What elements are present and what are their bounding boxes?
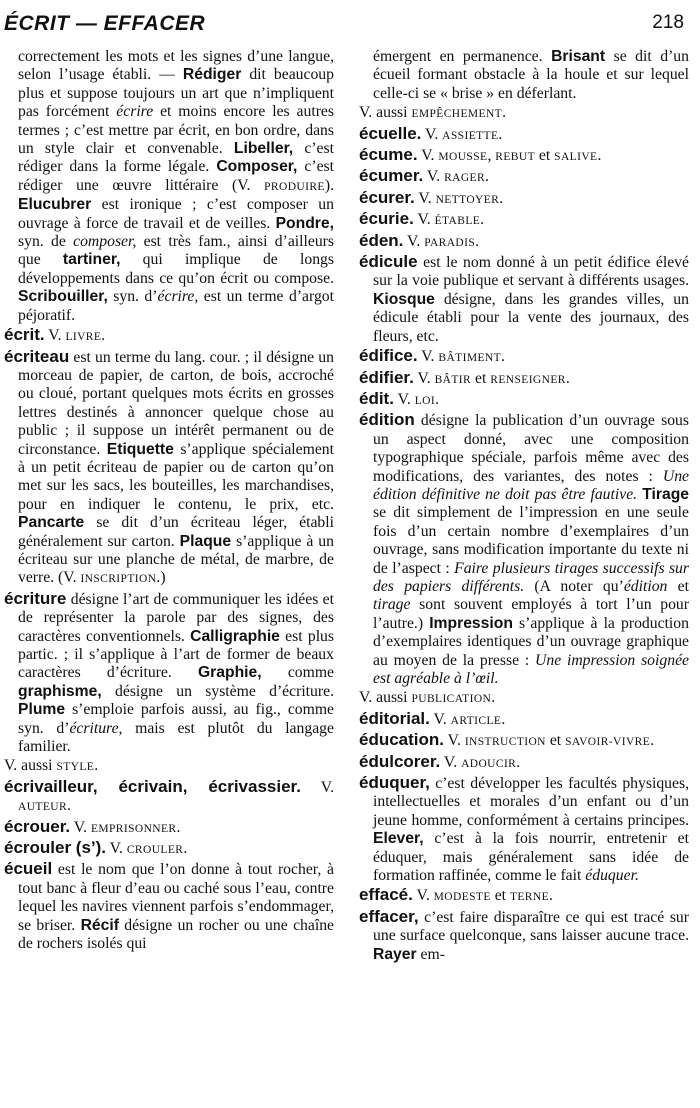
entry-text: c’est développer les facultés physiques, intellectuelles et morales d’un enfant ou d’un jeune homme, conformément à certains principes. <box>373 775 689 829</box>
entry-text: est le nom que l’on donne à tout rocher, à tout banc à fleur d’eau ou caché sous l’eau, contre lequel les navires viennent parfois s’endommager, se briser. <box>18 861 334 934</box>
entry-text: . <box>501 710 506 728</box>
entry-text: . <box>597 147 602 165</box>
headword: écriture <box>4 588 67 608</box>
cross-reference: REBUT <box>495 151 535 164</box>
dictionary-entry <box>359 347 689 367</box>
entry-text: correctement les mots et les signes d’une langue, selon l’usage établi. — <box>18 48 334 84</box>
dictionary-entry <box>359 774 689 885</box>
synonym-term: Graphie, <box>197 664 262 682</box>
dictionary-entry <box>359 369 689 389</box>
entry-text: . <box>498 125 503 143</box>
entry-text: V. <box>300 778 334 796</box>
cross-reference: EMPRISONNER <box>90 822 177 835</box>
synonym-term: Elucubrer <box>18 196 92 214</box>
cross-reference: SALIVE <box>554 151 598 164</box>
entry-text: . <box>491 689 496 707</box>
synonym-term: Tirage <box>642 485 690 503</box>
cross-reference: SAVOIR-VIVRE <box>565 736 651 749</box>
entry-text: désigne la publication d’un ouvrage sous un aspect donné, avec une composition typographique spéciale, parfois même avec des modifications, des variantes, des notes : <box>373 412 689 485</box>
headword: éditorial. <box>359 708 430 728</box>
see-also-line <box>359 104 689 123</box>
headword: éden. <box>359 230 404 250</box>
dictionary-entry <box>4 590 334 757</box>
entry-text: V. <box>403 232 425 250</box>
headword: écrivailleur, écrivain, écrivassier. <box>4 776 301 796</box>
entry-text: V. <box>413 211 435 229</box>
headword: effacé. <box>359 885 413 905</box>
synonym-term: Scribouiller, <box>18 288 108 306</box>
cross-reference: LIVRE <box>65 331 102 344</box>
entry-text: se dit d’un écueil formant obstacle à la houle et sur lequel celle-ci se « brise » en déferlant. <box>373 48 689 102</box>
entry-text: V. <box>444 732 465 750</box>
cross-reference: PUBLICATION <box>411 693 492 706</box>
entry-text: V. <box>393 390 415 408</box>
entry-text: em- <box>416 945 445 963</box>
headword: effacer, <box>359 906 419 926</box>
entry-text: est plus partic. ; il s’applique à l’art de former de beaux caractères d’écriture. <box>18 627 334 682</box>
entry-text: , <box>487 147 496 165</box>
entry-text: . <box>485 168 489 186</box>
synonym-term: Impression <box>429 614 513 632</box>
synonym-term: graphisme, <box>18 682 102 700</box>
entry-text: c’est faire disparaître ce qui est tracé sur une surface quelconque, sans laisser aucune trace. <box>373 908 689 945</box>
italic-text: édition <box>623 577 668 595</box>
see-also-line <box>359 689 689 708</box>
entry-text: . <box>502 104 507 122</box>
cross-reference: STYLE <box>56 761 95 774</box>
dictionary-entry <box>359 167 689 187</box>
synonym-term: Plaque <box>179 532 232 550</box>
dictionary-entry <box>359 125 689 145</box>
dictionary-entry <box>359 146 689 166</box>
cross-reference: CROULER <box>126 844 184 857</box>
see-also-line <box>4 757 334 776</box>
synonym-term: Plume <box>18 701 66 719</box>
synonym-term: Récif <box>80 916 119 934</box>
entry-continuation <box>359 48 689 103</box>
entry-text: se dit d’un écriteau léger, établi généralement sur carton. <box>18 514 334 550</box>
entry-text: . <box>67 797 71 815</box>
entry-text: V. <box>423 168 445 186</box>
entry-text: V. <box>44 327 66 345</box>
headword: écrouer. <box>4 816 71 836</box>
cross-reference: TERNE <box>509 891 550 904</box>
headword: éduquer, <box>359 773 430 793</box>
entry-text: . <box>549 887 553 905</box>
cross-reference: LOI <box>414 394 436 407</box>
entry-text: et <box>471 369 491 387</box>
synonym-term: Rédiger <box>182 66 242 84</box>
entry-text: et <box>535 147 555 165</box>
entry-text: . <box>516 753 521 771</box>
cross-reference: ÉTABLE <box>434 215 481 228</box>
italic-text: éduquer. <box>585 867 639 885</box>
entry-text: se dit simplement de l’impression en une seule fois d’un certain nombre d’exemplaires d’un ouvrage, sans modification importante du texte ni de l’aspect : <box>373 504 689 577</box>
synonym-term: Libeller, <box>233 140 294 158</box>
headword: écriteau <box>4 346 70 366</box>
entry-text: V. <box>413 369 435 387</box>
entry-text: dit beaucoup plus et suppose toujours un art que n’impliquent pas forcément <box>18 66 334 121</box>
cross-reference: INSTRUCTION <box>464 736 546 749</box>
entry-text: s’applique à la production d’exemplaires identiques d’un ouvrage graphique au moyen de la presse : <box>373 614 689 669</box>
entry-text: qui implique de longs développements dans ce qu’on écrit ou compose. <box>18 251 334 287</box>
headword: édit. <box>359 388 394 408</box>
entry-text: . <box>499 189 504 207</box>
headword: édicule <box>359 252 418 272</box>
cross-reference: ADOUCIR <box>461 757 517 770</box>
synonym-term: Etiquette <box>106 440 174 458</box>
entry-text: c’est à la fois nourrir, entretenir et éduquer, mais généralement sans idée de formation raffinée, comme le fait <box>373 830 689 885</box>
entry-text: V. aussi <box>359 689 412 707</box>
headword: écrit. <box>4 325 45 345</box>
headword: éducation. <box>359 730 445 750</box>
cross-reference: PARADIS <box>424 236 476 249</box>
headword: écume. <box>359 145 418 165</box>
entry-text: c’est rédiger une œuvre littéraire (V. <box>18 158 334 194</box>
cross-reference: ARTICLE <box>450 714 502 727</box>
entry-text: désigne un rocher ou une chaîne de rochers isolés qui <box>18 916 335 953</box>
headword: édifice. <box>359 346 418 366</box>
entry-text: désigne un système d’écriture. <box>101 682 334 700</box>
entry-text: s’applique spécialement à un petit écriteau de papier ou de carton qu’on met sur les sacs, les bouteilles, les marchandises, pour en indiquer le contenu, le prix, etc. <box>18 440 334 513</box>
entry-text: mais est plutôt du langage familier. <box>18 719 334 756</box>
dictionary-entry <box>4 818 334 838</box>
entry-text: s’emploie parfois aussi, au fig., comme syn. d’ <box>18 701 334 737</box>
dictionary-entry <box>4 839 334 859</box>
entry-text: (A noter qu’ <box>524 577 624 595</box>
entry-text: V. <box>421 125 443 143</box>
dictionary-entry <box>359 390 689 410</box>
entry-continuation <box>4 48 334 325</box>
running-header <box>4 12 684 40</box>
entry-text: . <box>650 732 655 750</box>
headword: édition <box>359 410 415 430</box>
dictionary-entry <box>359 253 689 346</box>
entry-text: et <box>667 577 689 595</box>
headword: écurer. <box>359 187 415 207</box>
headword: écurie. <box>359 209 414 229</box>
entry-text: . <box>565 369 570 387</box>
dictionary-entry <box>359 232 689 252</box>
dictionary-entry <box>359 753 689 773</box>
headword: édulcorer. <box>359 751 441 771</box>
headword: écumer. <box>359 166 424 186</box>
entry-text: V. aussi <box>4 757 57 775</box>
cross-reference: ASSIETTE <box>442 129 499 142</box>
synonym-term: Rayer <box>373 945 417 963</box>
dictionary-entry <box>359 731 689 751</box>
entry-text: s’applique à un écriteau sur une planche de métal, de marbre, de verre. (V. <box>18 532 334 587</box>
entry-text: et moins encore les autres termes ; c’est mettre par écrit, en bon ordre, dans un style clair et convenable. <box>18 103 335 158</box>
dictionary-entry <box>359 210 689 230</box>
entry-text: V. <box>106 840 127 858</box>
italic-text: Une impression soignée est agréable à l’œil. <box>373 651 689 687</box>
entry-text: . <box>480 211 485 229</box>
entry-text: est le nom donné à un petit édifice élevé sur la voie publique et servant à différents usages. <box>373 254 689 290</box>
headword: écueil <box>4 859 53 879</box>
dictionary-entry <box>4 778 334 817</box>
cross-reference: PRODUIRE <box>264 180 325 193</box>
entry-text: . <box>183 840 188 858</box>
entry-text: syn. de <box>18 233 74 251</box>
dictionary-entry <box>359 411 689 688</box>
synonym-term: Pancarte <box>18 514 85 532</box>
entry-text: désigne, dans les grandes villes, un édicule établi pour la vente des journaux, des fleurs, etc. <box>373 290 689 345</box>
dictionary-entry <box>4 326 334 346</box>
entry-text: V. <box>70 818 91 836</box>
entry-text: V. <box>412 887 434 905</box>
italic-text: écriture, <box>69 719 123 737</box>
synonym-term: Composer, <box>216 158 298 176</box>
entry-text: sont souvent employés à tort l’un pour l’autre.) <box>373 596 689 632</box>
left-column <box>4 48 334 955</box>
dictionary-entry <box>359 189 689 209</box>
entry-text: désigne l’art de communiquer les idées et de représenter la parole par des signes, des caractères conventionnels. <box>18 590 334 645</box>
entry-text: . <box>475 232 480 250</box>
italic-text: écrire <box>116 103 154 121</box>
entry-text: comme <box>261 664 334 682</box>
entry-text: c’est rédiger dans la forme légale. <box>18 140 334 176</box>
synonym-term: Calligraphie <box>190 627 280 645</box>
headword: écrouler (s’). <box>4 838 107 858</box>
entry-text: . <box>501 348 505 366</box>
entry-text: est très fam., ainsi d’ailleurs que <box>18 233 334 269</box>
cross-reference: BÂTIMENT <box>438 352 501 365</box>
italic-text: Faire plusieurs tirages successifs sur des papiers différents. <box>373 559 689 595</box>
dictionary-entry <box>359 908 689 964</box>
cross-reference: NETTOYER <box>435 193 500 206</box>
entry-text: est un terme d’argot péjoratif. <box>18 288 334 324</box>
italic-text: écrire, <box>157 288 199 306</box>
synonym-term: Kiosque <box>373 290 435 308</box>
entry-text: V. aussi <box>359 104 412 122</box>
cross-reference: MOUSSE <box>438 151 488 164</box>
entry-text: et <box>490 887 510 905</box>
entry-text: est un terme du lang. cour. ; il désigne un morceau de papier, de carton, de bois, accroché ou cloué, portant quelques mots écrits en grosses lettres destinés à annoncer quelque chose au public ; il suppose un intérêt permanent ou de circonstance. <box>18 348 334 458</box>
italic-text: composer, <box>73 233 137 251</box>
entry-text: V. <box>414 189 436 207</box>
cross-reference: INSCRIPTION <box>80 573 157 586</box>
synonym-term: tartiner, <box>62 251 121 269</box>
entry-text: V. <box>417 348 439 366</box>
entry-text: V. <box>440 753 462 771</box>
entry-text: . <box>435 390 440 408</box>
entry-text: syn. d’ <box>107 288 158 306</box>
entry-text: V. <box>417 147 439 165</box>
headword: édifier. <box>359 367 414 387</box>
cross-reference: EMPÊCHEMENT <box>411 108 503 121</box>
italic-text: Une édition définitive ne doit pas être fautive. <box>373 467 689 503</box>
page-number: 218 <box>652 12 684 33</box>
entry-text: .) <box>156 569 166 587</box>
entry-text: . <box>94 757 99 775</box>
cross-reference: AUTEUR <box>18 801 68 814</box>
dictionary-entry <box>4 348 334 589</box>
header-title: ÉCRIT — EFFACER <box>4 12 206 35</box>
synonym-term: Brisant <box>551 48 606 65</box>
entry-text: . <box>101 327 106 345</box>
entry-text: V. <box>429 710 451 728</box>
dictionary-entry <box>359 886 689 906</box>
italic-text: tirage <box>373 596 411 614</box>
entry-text: émergent en permanence. <box>373 48 552 65</box>
entry-text: . <box>176 818 181 836</box>
cross-reference: BÂTIR <box>434 373 472 386</box>
cross-reference: RENSEIGNER <box>490 373 566 386</box>
cross-reference: MODESTE <box>433 891 491 904</box>
synonym-term: Pondre, <box>275 214 334 232</box>
entry-text: et <box>545 732 566 750</box>
entry-text: ). <box>324 176 334 194</box>
entry-text: est ironique ; c’est composer un ouvrage à force de travail et de veilles. <box>18 196 334 232</box>
right-column <box>359 48 689 965</box>
headword: écuelle. <box>359 123 422 143</box>
dictionary-entry <box>4 860 334 953</box>
synonym-term: Elever, <box>373 830 424 848</box>
dictionary-entry <box>359 710 689 730</box>
cross-reference: RAGER <box>444 172 486 185</box>
